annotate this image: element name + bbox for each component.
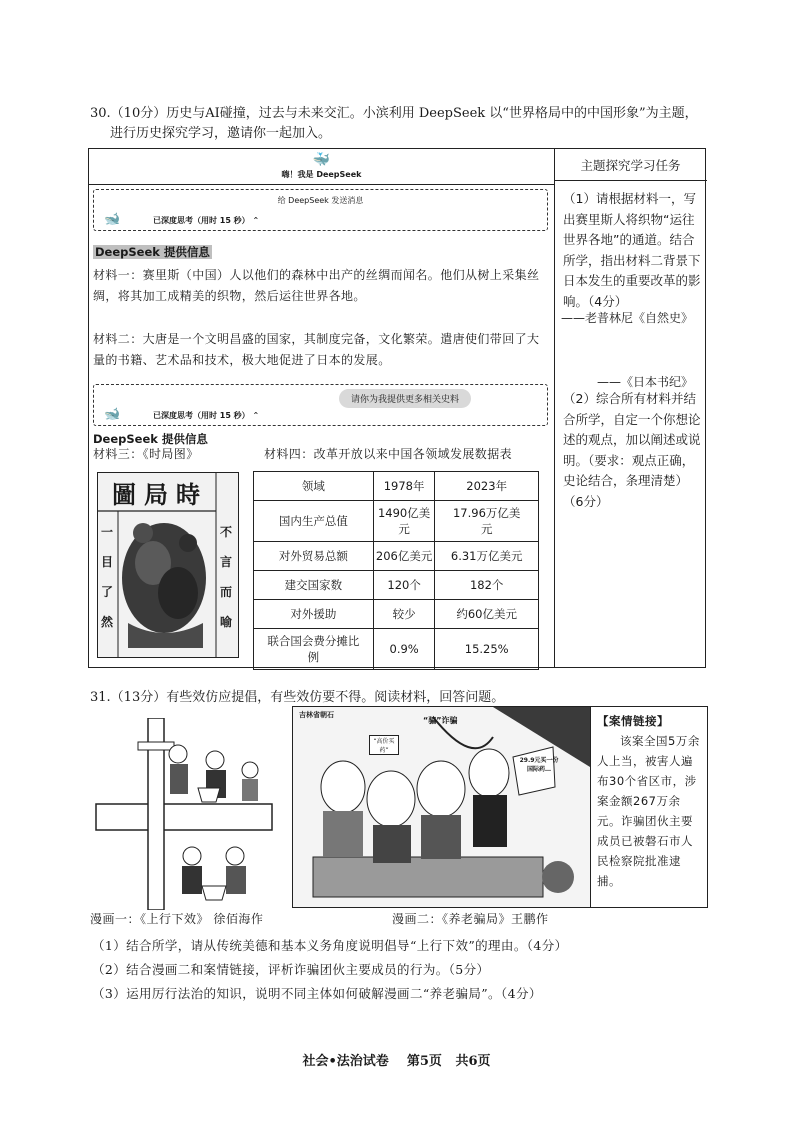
- table-cell: 建交国家数: [254, 571, 374, 600]
- material-1-source: ——老普林尼《自然史》: [560, 311, 693, 325]
- case-text: 该案全国5万余人上当，被害人遍布30个省区市，涉案金额267万余元。诈骗团伙主要成员已被磐石市人民检察院批准逮捕。: [597, 734, 700, 888]
- q31-intro: 31.（13分）有些效仿应提倡，有些效仿要不得。阅读材料，回答问题。: [90, 690, 505, 705]
- table-cell: 17.96万亿美元: [435, 501, 539, 542]
- table-cell: 国内生产总值: [254, 501, 374, 542]
- table-cell: 15.25%: [435, 629, 539, 670]
- whale-icon: 🐋: [104, 407, 121, 422]
- development-data-table: [253, 471, 539, 670]
- cartoon-2-caption: 漫画二：《养老骗局》王鹏作: [392, 912, 549, 926]
- think-label-2: 已深度思考（用时 15 秒）: [152, 411, 250, 420]
- table-row: [254, 629, 539, 670]
- table-row: [254, 501, 539, 542]
- material-2: 材料二：大唐是一个文明昌盛的国家，其制度完备，文化繁荣。遣唐使们带回了大量的书籍、艺术品和技术，极大地促进了日本的发展。: [93, 332, 540, 367]
- table-cell: 对外援助: [254, 600, 374, 629]
- table-cell: 6.31万亿美元: [435, 542, 539, 571]
- table-header: 领域: [254, 472, 374, 501]
- q30-table: [88, 148, 706, 668]
- cartoon-2-illustration: [292, 706, 591, 908]
- think-label-1: 已深度思考（用时 15 秒）: [152, 216, 250, 225]
- deep-think-status-1: [104, 212, 259, 227]
- column-divider: [554, 149, 555, 667]
- provide-info-1: DeepSeek 提供信息: [95, 245, 210, 259]
- table-cell: 联合国会费分摊比例: [254, 629, 374, 670]
- sub-question-3: （3）运用厉行法治的知识，说明不同主体如何破解漫画二“养老骗局”。（4分）: [92, 986, 542, 1001]
- deepseek-hello: 嗨！我是 DeepSeek: [281, 170, 362, 179]
- cartoon-2-sign-1: “高价买药”: [369, 735, 399, 755]
- cartoon-1-illustration: [90, 718, 278, 910]
- material-1: 材料一：赛里斯（中国）人以他们的森林中出产的丝绸而闻名。他们从树上采集丝绸，将其加工成精美的织物，然后运往世界各地。: [93, 268, 540, 303]
- table-cell: 1490亿美元: [373, 501, 435, 542]
- deep-think-status-2: [104, 407, 259, 422]
- q30-intro-line2: 进行历史探究学习，邀请你一起加入。: [110, 126, 332, 141]
- sub-question-2: （2）结合漫画二和案情链接，评析诈骗团伙主要成员的行为。（5分）: [92, 962, 490, 977]
- whale-icon: 🐋: [104, 212, 121, 227]
- send-message-placeholder: 给 DeepSeek 发送消息: [277, 196, 364, 205]
- sub-question-1: （1）结合所学，请从传统美德和基本义务角度说明倡导“上行下效”的理由。（4分）: [92, 938, 568, 953]
- shiju-tu-poster: [97, 472, 239, 658]
- page-footer: 社会•法治试卷 第5页 共6页: [302, 1054, 491, 1069]
- q30-intro-line1: 30.（10分）历史与AI碰撞，过去与未来交汇。小滨利用 DeepSeek 以“世界格局中的中国形象”为主题，: [90, 106, 698, 121]
- table-row: [254, 542, 539, 571]
- table-cell: 120个: [373, 571, 435, 600]
- case-link-box: [591, 706, 708, 908]
- table-cell: 206亿美元: [373, 542, 435, 571]
- table-cell: 约60亿美元: [435, 600, 539, 629]
- chevron-up-icon[interactable]: ⌃: [252, 216, 260, 225]
- cartoon-1-caption: 漫画一：《上行下效》 徐佰海作: [90, 912, 264, 926]
- poster-right-text: 不言而喻: [220, 525, 233, 629]
- case-title: 【案情链接】: [597, 714, 669, 728]
- table-row: [254, 600, 539, 629]
- chevron-up-icon[interactable]: ⌃: [252, 411, 260, 420]
- cartoon-2-sign-2: 29.9元买一份国际药…: [519, 757, 559, 773]
- poster-title: 圖局時: [112, 480, 208, 509]
- poster-left-text: 一目了然: [101, 525, 114, 629]
- table-cell: 0.9%: [373, 629, 435, 670]
- q30-intro: [90, 104, 710, 144]
- deepseek-header: [89, 149, 554, 185]
- table-row: [254, 571, 539, 600]
- provide-info-2: DeepSeek 提供信息: [93, 432, 208, 446]
- material-3-label: 材料三：《时局图》: [93, 447, 199, 461]
- material-2-source: ——《日本书纪》: [596, 375, 693, 389]
- deepseek-whale-icon: 🐳: [312, 152, 331, 168]
- table-cell: 182个: [435, 571, 539, 600]
- task-1: （1）请根据材料一，写出赛里斯人将织物“运往世界各地”的通道。结合所学，指出材料二背景下日本发生的重要改革的影响。（4分）: [563, 191, 701, 309]
- task-header: 主题探究学习任务: [554, 149, 707, 181]
- user-message-bubble: 请你为我提供更多相关史料: [339, 389, 471, 408]
- table-header-row: [254, 472, 539, 501]
- cartoon-2-trap-label: “骗”诈骗: [423, 716, 458, 725]
- table-header: 1978年: [373, 472, 435, 501]
- task-2: （2）综合所有材料并结合所学，自定一个你想论述的观点，加以阐述或说明。（要求：观点正确，史论结合，条理清楚）（6分）: [563, 391, 701, 509]
- table-header: 2023年: [435, 472, 539, 501]
- chat-input-box-2[interactable]: [93, 384, 548, 426]
- table-cell: 较少: [373, 600, 435, 629]
- cartoon-2-corner-label: 吉林省朝石: [299, 711, 334, 719]
- chat-input-box-1[interactable]: [93, 189, 548, 231]
- material-4-label: 材料四：改革开放以来中国各领域发展数据表: [264, 447, 513, 461]
- table-cell: 对外贸易总额: [254, 542, 374, 571]
